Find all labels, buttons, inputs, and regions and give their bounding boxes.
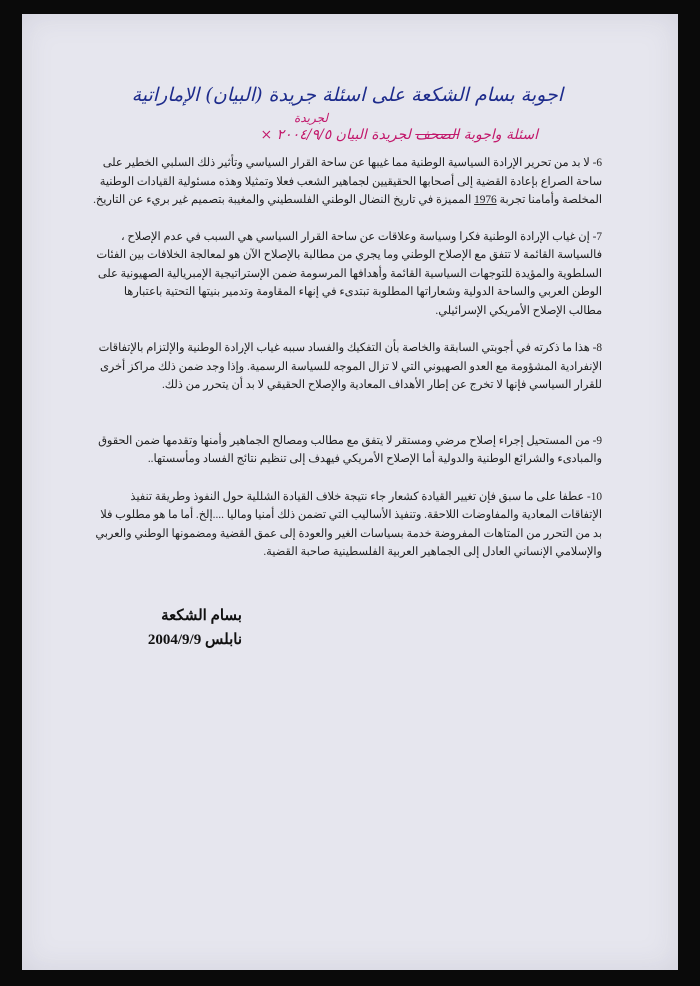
paragraph-10: 10- عطفا على ما سبق فإن تغيير القيادة كشعار جاء نتيجة خلاف القيادة الشللية حول النفوذ وطريقة تنفيذ الإتفاقات المعادية والمفاوضات اللاحقة. وتنفيذ الأساليب التي تضمن ذلك أمنيا وماليا ....إلخ. أما ما هو مطلوب فلا بد من التحرر من المتاهات المفروضة خدمة بسياسات الغير والعودة إلى عمق القضية ومضمونها الوطني والعربي والإسلامي الإنساني العادل إلى الجماهير العربية الفلسطينية صاحبة القضية. [95, 490, 602, 558]
paragraph-8: 8- هذا ما ذكرته في أجوبتي السابقة والخاصة بأن التفكيك والفساد سببه غياب الإرادة الوطنية والإلتزام بالإتفاقات الإنفرادية المشؤومة مع العدو الصهيوني التي لا تزال الموجه للسياسة الرسمية. وإذا وجد ضمن ذلك مراكز أخرى للقرار السياسي فإنها لا تخرج عن إطار الأهداف المعادية والإصلاح الحقيقي لا بد أن يتحرر من ذلك. [98, 342, 602, 391]
handwritten-title: اجوبة بسام الشكعة على اسئلة جريدة (البيان) الإماراتية [131, 84, 563, 106]
underlined-year: 1976 [474, 194, 497, 206]
document-body [92, 154, 602, 562]
note-mid: لجريدة البيان [335, 127, 411, 143]
signature-block [132, 604, 242, 652]
note-date: ٢٠٠٤/٩/٥ × [260, 127, 332, 143]
note-struck-word: الصحف [415, 127, 460, 143]
paragraph-7: 7- إن غياب الإرادة الوطنية فكرا وسياسة وعلاقات عن ساحة القرار السياسي هي السبب في عدم الإصلاح ، فالسياسة القائمة لا تتفق مع الإصلاح الوطني وما يجري من مطالبة بالإصلاح الآن هو لمعالجة الخلافات بين الفئات السلطوية والمؤيدة للتوجهات السياسية القائمة وأهدافها المرسومة ضمن الإستراتيجية الإمبريالية الصهيونية على الوطن العربي والساحة الدولية وشعاراتها المطلوبة تبتدىء في إنهاء المقاومة وتدمير بنيتها التحتية باعتبارها مطالب الإصلاح الأمريكي الإسرائيلي. [96, 230, 602, 317]
signature-name: بسام الشكعة [161, 608, 242, 624]
note-above-insert: لجريدة [294, 111, 328, 125]
handwritten-note [78, 111, 538, 143]
paragraph-9: 9- من المستحيل إجراء إصلاح مرضي ومستقر لا يتفق مع مطالب ومصالح الجماهير وأمنها وتقدمها ضمن الحقوق والمبادىء والشرائع الوطنية والدولية أما الإصلاح الأمريكي فيهدف إلى تنظيم نتائج الفساد ومأسستها.. [98, 434, 602, 465]
note-pre: اسئلة واجوبة [463, 127, 538, 143]
signature-place-date: نابلس 2004/9/9 [147, 632, 242, 648]
document-page [22, 14, 678, 970]
paragraph-6: 6- لا بد من تحرير الإرادة السياسية الوطنية مما غيبها عن ساحة القرار السياسي وتأثير ذلك السلبي الخطير على ساحة الصراع بإعادة القضية إلى أصحابها الحقيقيين لجماهير الشعب فعلا وتمثيلا وهذه مسئولية القيادات الوطنية المخلصة وأمامنا تجربة 1976 المميزة في تاريخ النضال الوطني الفلسطيني والمغيبة بتصميم غير بريء عن التاريخ. [93, 157, 602, 206]
